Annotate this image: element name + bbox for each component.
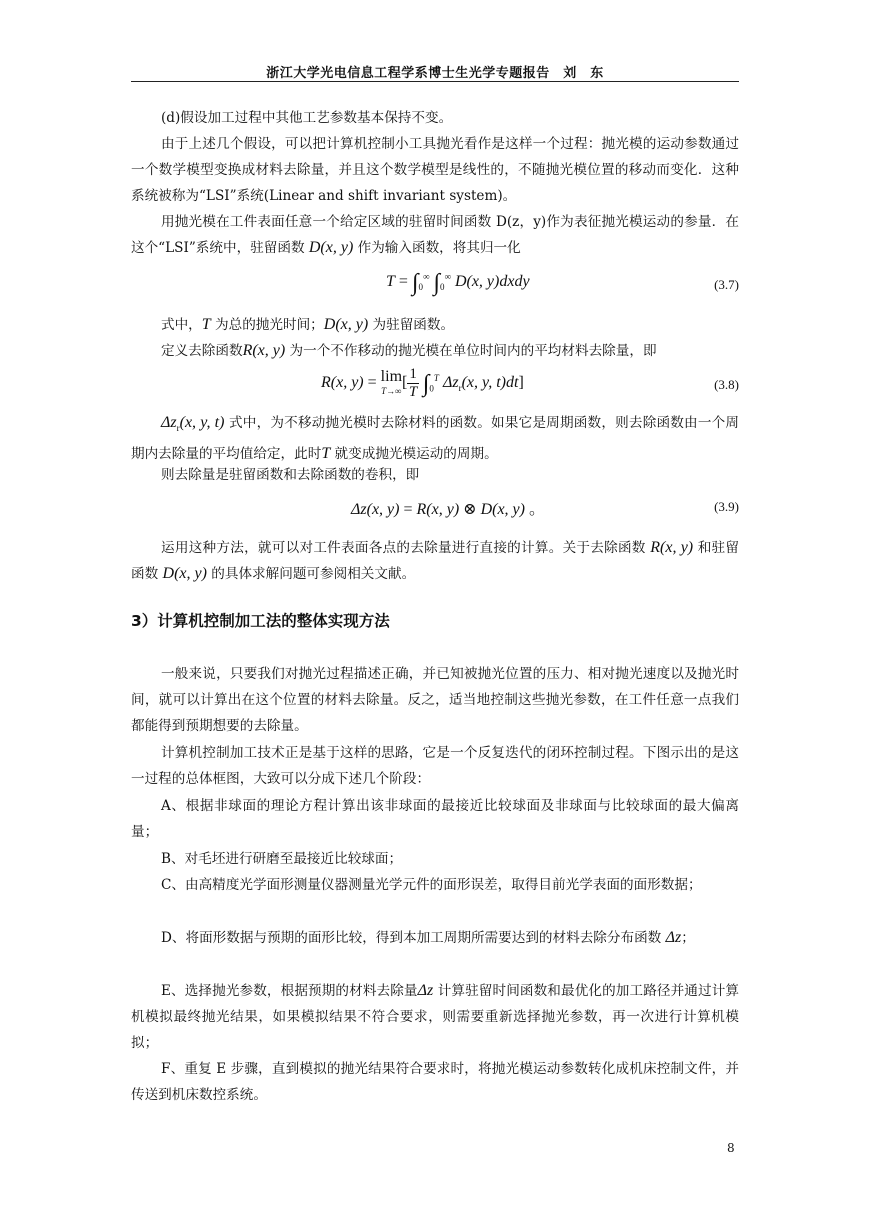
equation-3-9: Δz(x, y) = R(x, y) ⊗ D(x, y) 。 (3.9) [351, 499, 739, 518]
section-heading: 3）计算机控制加工法的整体实现方法 [131, 612, 390, 630]
paragraph-define-removal: 定义去除函数R(x, y) 为一个不作移动的抛光模在单位时间内的平均材料去除量，即 [161, 342, 657, 359]
paragraph-general: 一般来说，只要我们对抛光过程描述正确，并已知被抛光位置的压力、相对抛光速度以及抛光时间，就可以计算出在这个位置的材料去除量。反之，适当地控制这些抛光参数，在工件任意一点我们都能得到预期想要的去除量。 [131, 666, 739, 734]
step-a: A、根据非球面的理论方程计算出该非球面的最接近比较球面及非球面与比较球面的最大偏离量； [131, 798, 739, 840]
equation-number: (3.8) [714, 377, 739, 392]
running-header: 浙江大学光电信息工程学系博士生光学专题报告 刘 东 [266, 66, 604, 81]
assumption-d: (d)假设加工过程中其他工艺参数基本保持不变。 [161, 110, 453, 126]
step-b: B、对毛坯进行研磨至最接近比较球面； [161, 851, 403, 867]
paragraph-convolution: 则去除量是驻留函数和去除函数的卷积，即 [161, 467, 420, 483]
paragraph-where-removal: $\Delta z_r(x$, y, t) 式中，为不移动抛光模时去除材料的函数。如果它是周期函数，则去除函数由一个周期内去除量的平均值给定，此时T 就变成抛光模运动的周期。 [131, 414, 740, 463]
step-d: D、将面形数据与预期的面形比较，得到本加工周期所需要达到的材料去除分布函数 Δz； [161, 929, 695, 946]
paragraph-method: 运用这种方法，就可以对工件表面各点的去除量进行直接的计算。关于去除函数 R(x, y) 和驻留函数 D(x, y) 的具体求解问题可参阅相关文献。 [131, 539, 739, 582]
paragraph-closed-loop: 计算机控制加工技术正是基于这样的思路，它是一个反复迭代的闭环控制过程。下图示出的是这一过程的总体框图，大致可以分成下述几个阶段： [131, 745, 739, 787]
equation-number: (3.9) [714, 499, 739, 514]
page-number: 8 [727, 1141, 735, 1155]
paragraph-where-total-time: 式中，T 为总的抛光时间；D(x, y) 为驻留函数。 [161, 316, 455, 333]
equation-3-7: $T = \int_0^\infty$ $\int_0^\infty$ D(x, y)dxdy (3.7) [386, 270, 739, 296]
step-f: F、重复 E 步骤，直到模拟的抛光结果符合要求时，将抛光模运动参数转化成机床控制文件，并传送到机床数控系统。 [131, 1061, 739, 1103]
step-e: E、选择抛光参数，根据预期的材料去除量Δz 计算驻留时间函数和最优化的加工路径并通过计算机模拟最终抛光结果，如果模拟结果不符合要求，则需要重新选择抛光参数，再一次进行计算机模拟； [131, 982, 740, 1051]
step-c: C、由高精度光学面形测量仪器测量光学元件的面形误差，取得目前光学表面的面形数据； [161, 877, 702, 893]
paragraph-dwell-function: 用抛光模在工件表面任意一个给定区域的驻留时间函数 D(z，y)作为表征抛光模运动的参量．在这个“LSI”系统中，驻留函数 D(x, y) 作为输入函数，将其归一化 [131, 214, 739, 256]
header-rule [131, 81, 739, 82]
equation-3-8: R(x, y) = lim T→∞ [ $\frac{1}{T}$ $\int_0^T$ $\Delta z_r(x$, y, t)dt] (3.8) [321, 366, 739, 400]
equation-number: (3.7) [714, 277, 739, 292]
paragraph-lsi-system: 由于上述几个假设，可以把计算机控制小工具抛光看作是这样一个过程：抛光模的运动参数通过一个数学模型变换成材料去除量，并且这个数学模型是线性的，不随抛光模位置的移动而变化．这种系统被称为“LSI”系统(Linear and shift invariant system)。 [131, 136, 739, 204]
